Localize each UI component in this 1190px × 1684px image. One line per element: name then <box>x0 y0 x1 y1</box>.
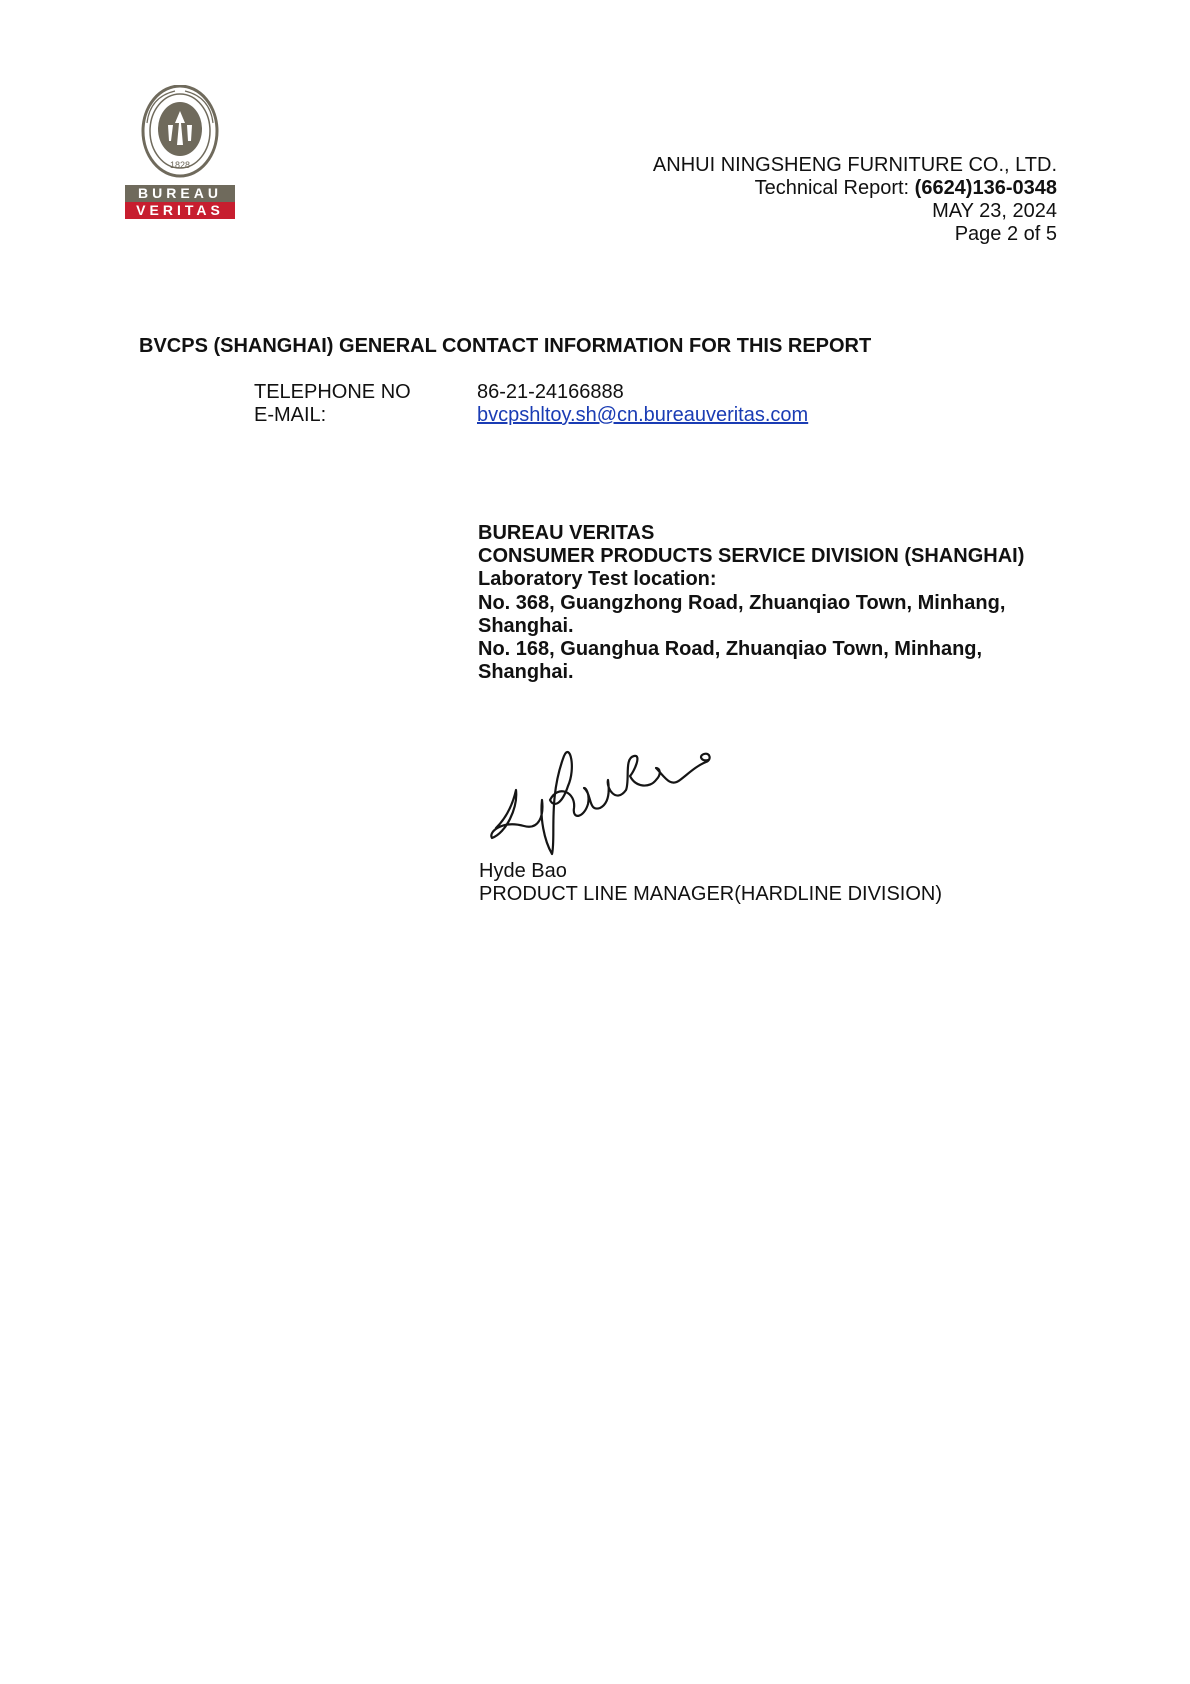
telephone-row <box>254 381 808 404</box>
address-line-2: CONSUMER PRODUCTS SERVICE DIVISION (SHANGHAI) <box>478 545 1025 568</box>
signer-title: PRODUCT LINE MANAGER(HARDLINE DIVISION) <box>479 883 943 905</box>
address-line-1: BUREAU VERITAS <box>478 522 655 544</box>
page-number: Page 2 of 5 <box>954 223 1057 245</box>
email-link[interactable]: bvcpshltoy.sh@cn.bureauveritas.com <box>477 404 809 426</box>
logo-word-bottom: VERITAS <box>125 202 235 219</box>
handwritten-signature <box>484 728 729 858</box>
logo-seal-icon <box>125 85 235 185</box>
report-header <box>653 154 1057 246</box>
address-line-7: Shanghai. <box>478 661 574 684</box>
telephone-label: TELEPHONE NO <box>254 381 411 403</box>
signer-name: Hyde Bao <box>479 860 567 882</box>
report-line <box>653 177 1057 200</box>
address-line-6: No. 168, Guanghua Road, Zhuanqiao Town, Minhang, <box>478 638 983 661</box>
address-line-4: No. 368, Guangzhong Road, Zhuanqiao Town, Minhang, <box>478 591 1006 614</box>
email-label: E-MAIL: <box>254 404 327 426</box>
bureau-veritas-logo <box>125 85 235 219</box>
report-label: Technical Report: <box>754 177 915 199</box>
section-title: BVCPS (SHANGHAI) GENERAL CONTACT INFORMATION FOR THIS REPORT <box>139 335 872 357</box>
company-name: ANHUI NINGSHENG FURNITURE CO., LTD. <box>652 154 1057 176</box>
telephone-value: 86-21-24166888 <box>477 381 624 403</box>
address-line-3: Laboratory Test location: <box>478 568 717 591</box>
report-date: MAY 23, 2024 <box>932 200 1057 222</box>
address-line-5: Shanghai. <box>478 614 574 637</box>
signer-block <box>479 860 942 906</box>
contact-block <box>254 381 808 427</box>
report-number: (6624)136-0348 <box>914 177 1057 199</box>
lab-address-block <box>478 522 1058 684</box>
svg-text:1828: 1828 <box>169 160 191 170</box>
email-row <box>254 404 808 427</box>
logo-word-top: BUREAU <box>125 185 235 202</box>
